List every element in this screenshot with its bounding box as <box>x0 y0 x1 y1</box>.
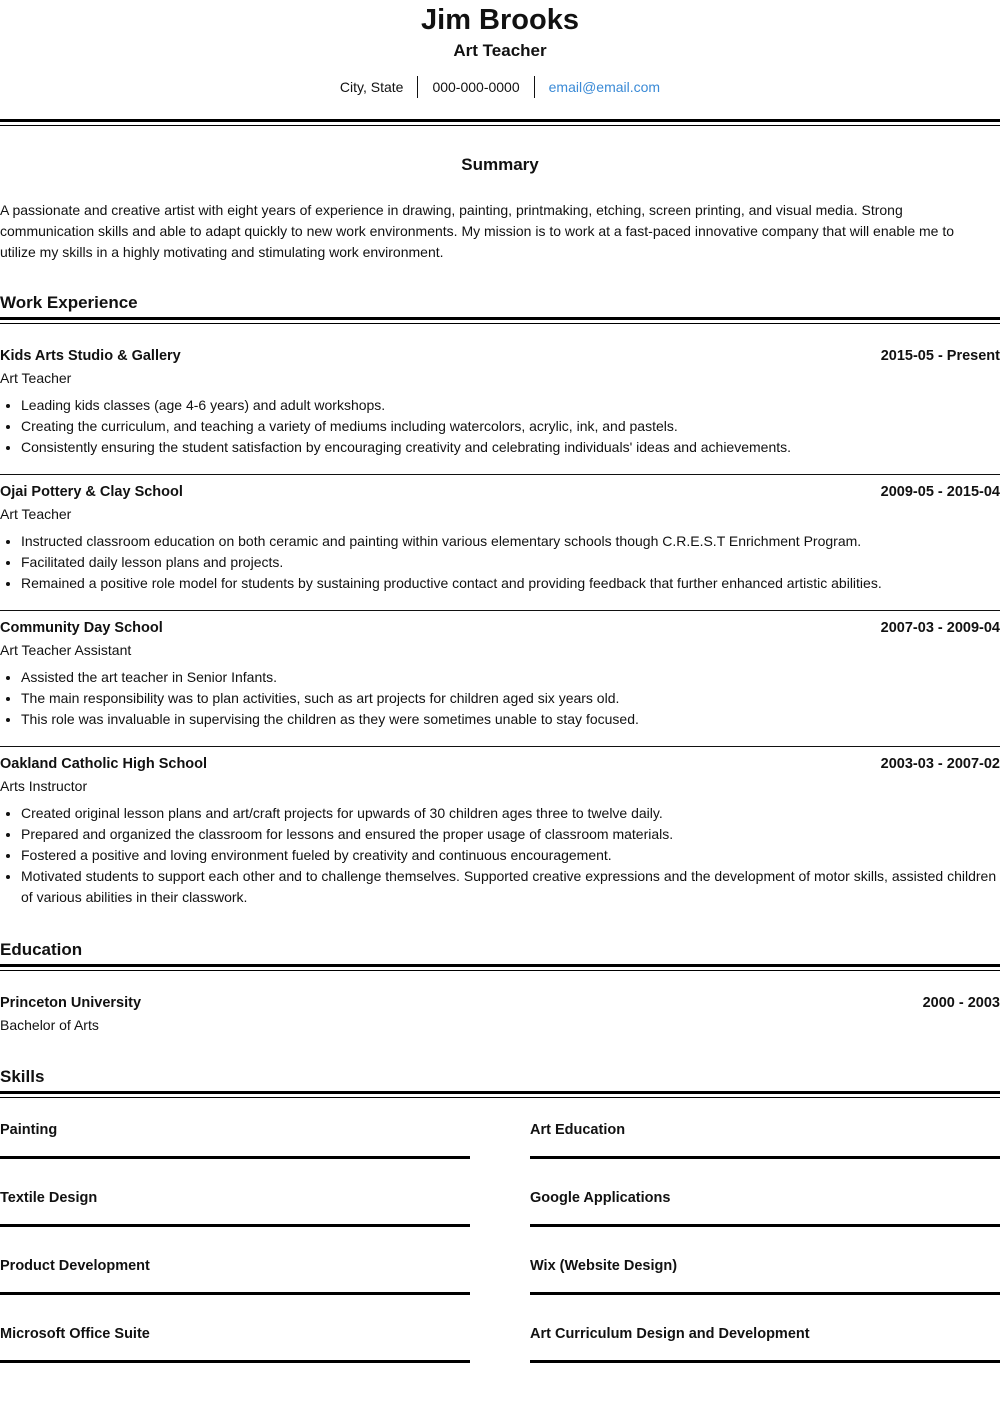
job-company: Oakland Catholic High School <box>0 756 208 772</box>
skill-underline <box>530 1360 1000 1363</box>
skill-item: Wix (Website Design) <box>530 1258 678 1274</box>
work-experience-rule <box>0 317 1000 324</box>
skill-item: Google Applications <box>530 1190 671 1206</box>
skill-underline <box>0 1292 470 1295</box>
job-bullet: • Consistently ensuring the student satisfaction by encouraging creativity and celebrating individuals' ideas and achievements. <box>21 437 1000 458</box>
skill-item: Painting <box>0 1122 58 1138</box>
job-bullets <box>0 531 1000 594</box>
phone-text: 000-000-0000 <box>432 79 520 95</box>
job-dates: 2009-05 - 2015-04 <box>880 484 1000 500</box>
education-dates: 2000 - 2003 <box>922 995 1000 1011</box>
candidate-name: Jim Brooks <box>421 4 579 36</box>
skill-underline <box>0 1224 470 1227</box>
job-company: Ojai Pottery & Clay School <box>0 484 183 500</box>
skill-underline <box>0 1360 470 1363</box>
location-text: City, State <box>339 79 404 95</box>
skill-item: Product Development <box>0 1258 150 1274</box>
job-entry <box>0 481 1000 594</box>
job-entry <box>0 617 1000 730</box>
job-bullet: • Remained a positive role model for students by sustaining productive contact and providing feedback that further enhanced artistic abilities. <box>21 573 1000 594</box>
skill-underline <box>530 1156 1000 1159</box>
job-bullet: • Assisted the art teacher in Senior Infants. <box>21 667 1000 688</box>
skill-item: Microsoft Office Suite <box>0 1326 150 1342</box>
job-role: Art Teacher <box>0 370 72 386</box>
education-entry <box>0 992 1000 1036</box>
job-role: Arts Instructor <box>0 778 88 794</box>
skill-item: Art Curriculum Design and Development <box>530 1326 810 1342</box>
job-dates: 2015-05 - Present <box>880 348 1000 364</box>
job-dates: 2003-03 - 2007-02 <box>880 756 1000 772</box>
job-dates: 2007-03 - 2009-04 <box>880 620 1000 636</box>
job-divider <box>0 746 1000 747</box>
job-role: Art Teacher <box>0 506 72 522</box>
job-entry <box>0 345 1000 458</box>
job-role: Art Teacher Assistant <box>0 642 132 658</box>
job-bullet: • Prepared and organized the classroom for lessons and ensured the proper usage of classroom materials. <box>21 824 1000 845</box>
candidate-title: Art Teacher <box>453 41 547 60</box>
job-company: Kids Arts Studio & Gallery <box>0 348 181 364</box>
skill-underline <box>530 1292 1000 1295</box>
skill-underline <box>0 1156 470 1159</box>
job-divider <box>0 610 1000 611</box>
skill-item: Textile Design <box>0 1190 98 1206</box>
job-bullet: • Facilitated daily lesson plans and projects. <box>21 552 1000 573</box>
job-bullet: • Leading kids classes (age 4-6 years) and adult workshops. <box>21 395 1000 416</box>
job-bullet: • Creating the curriculum, and teaching a variety of mediums including watercolors, acrylic, ink, and pastels. <box>21 416 1000 437</box>
skills-heading: Skills <box>0 1067 45 1086</box>
job-bullet: • This role was invaluable in supervising the children as they were sometimes unable to stay focused. <box>21 709 1000 730</box>
job-company: Community Day School <box>0 620 163 636</box>
skill-item: Art Education <box>530 1122 626 1138</box>
skills-rule <box>0 1091 1000 1098</box>
header-rule <box>0 119 1000 126</box>
work-experience-heading: Work Experience <box>0 293 138 312</box>
summary-heading: Summary <box>461 155 539 174</box>
job-bullet: • Fostered a positive and loving environment fueled by creativity and continuous encouragement. <box>21 845 1000 866</box>
skill-underline <box>530 1224 1000 1227</box>
job-bullets <box>0 395 1000 458</box>
education-heading: Education <box>0 940 83 959</box>
summary-text: A passionate and creative artist with eight years of experience in drawing, painting, printmaking, etching, screen printing, and visual media. Strong communication skills and able to adapt quickly to new work environments. My mission is to work at a fast-paced innovative company that will enable me to utilize my skills in a highly motivating and stimulating work environment. <box>0 202 955 260</box>
job-divider <box>0 474 1000 475</box>
email-link[interactable]: email@email.com <box>548 79 661 95</box>
job-bullet: • Created original lesson plans and art/craft projects for upwards of 30 children ages three to twelve daily. <box>21 803 1000 824</box>
job-bullets <box>0 803 1000 908</box>
job-entry <box>0 753 1000 908</box>
contact-info <box>0 76 1000 98</box>
job-bullet: • Instructed classroom education on both ceramic and painting within various elementary schools though C.R.E.S.T Enrichment Program. <box>21 531 1000 552</box>
job-bullet: • The main responsibility was to plan activities, such as art projects for children aged six years old. <box>21 688 1000 709</box>
job-bullet: • Motivated students to support each other and to challenge themselves. Supported creative expressions and the development of motor skills, assisted children of various abilities in their classwork. <box>21 866 1000 908</box>
job-bullets <box>0 667 1000 730</box>
education-school: Princeton University <box>0 995 142 1011</box>
education-rule <box>0 964 1000 971</box>
education-degree: Bachelor of Arts <box>0 1017 99 1033</box>
